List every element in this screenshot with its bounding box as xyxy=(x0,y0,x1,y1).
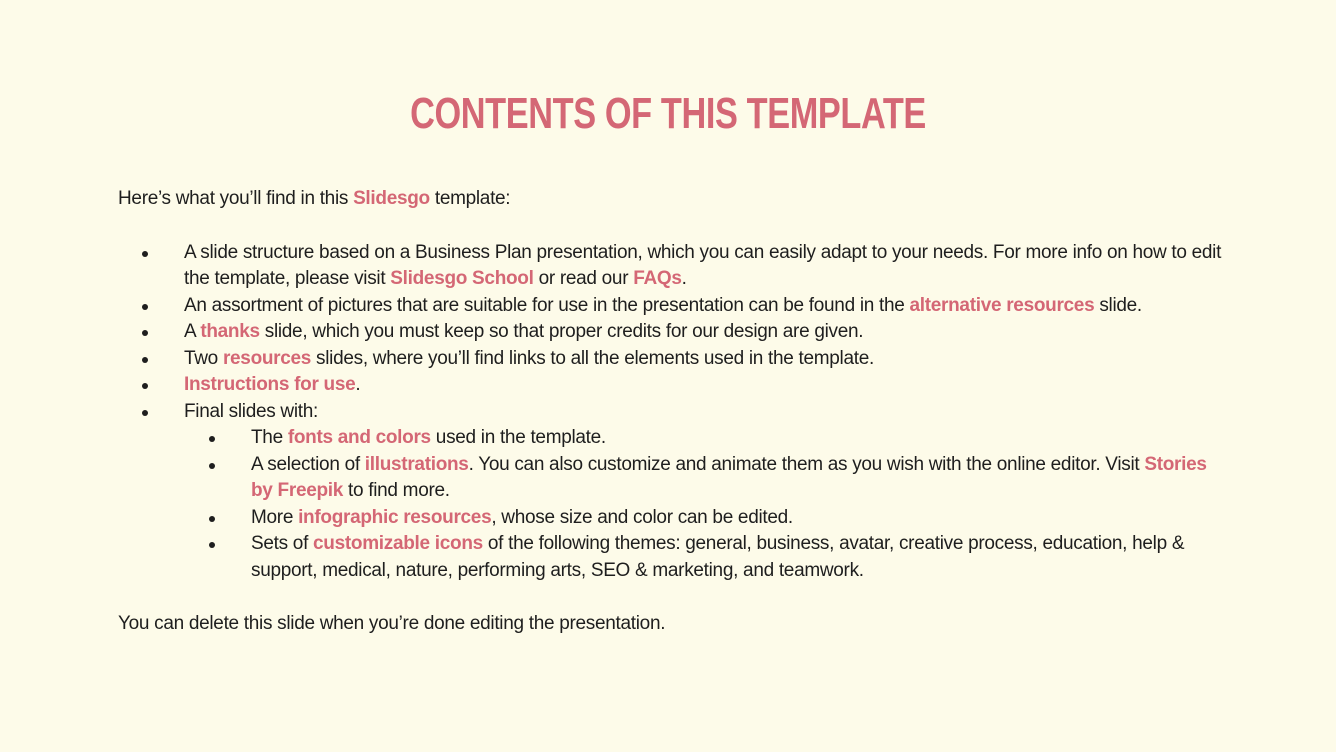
list-item xyxy=(118,240,1228,293)
item-text: Final slides with: xyxy=(184,400,318,422)
final-slides-list xyxy=(184,425,1228,584)
slide-title: CONTENTS OF THIS TEMPLATE xyxy=(410,89,926,138)
intro-text-after: template: xyxy=(429,188,511,209)
item-text: , whose size and color can be edited. xyxy=(491,506,793,528)
fonts-and-colors-link[interactable]: fonts and colors xyxy=(287,427,431,448)
item-text: A selection of xyxy=(251,453,365,475)
item-text: slide, which you must keep so that proper credits for our design are given. xyxy=(259,321,864,342)
list-item xyxy=(118,346,1228,373)
bullet-icon xyxy=(142,410,148,416)
item-text: slides, where you’ll find links to all the elements used in the template. xyxy=(311,347,874,369)
resources-link[interactable]: resources xyxy=(222,347,312,369)
bullet-icon xyxy=(209,463,215,469)
item-text: Sets of xyxy=(251,533,314,554)
slidesgo-school-link[interactable]: Slidesgo School xyxy=(390,268,534,289)
bullet-icon xyxy=(142,251,148,257)
thanks-link[interactable]: thanks xyxy=(200,321,260,342)
item-text: to find more. xyxy=(343,480,450,501)
item-text: Two xyxy=(184,347,223,369)
item-text: . xyxy=(355,374,361,395)
item-text: A slide structure based on a Business Plan presentation, which you can easily adapt to your needs. For more info on how to edit the template, please visit xyxy=(184,241,1222,289)
illustrations-link[interactable]: illustrations xyxy=(364,453,469,475)
item-text: A xyxy=(184,321,201,342)
faqs-link[interactable]: FAQs xyxy=(633,268,682,289)
item-text: of the following themes: general, business, avatar, creative process, education, help & support, medical, nature, performing arts, SEO & marketing, and teamwork. xyxy=(251,533,1185,581)
slidesgo-link[interactable]: Slidesgo xyxy=(353,188,430,209)
stories-by-freepik-link[interactable]: Stories by Freepik xyxy=(251,453,1207,501)
bullet-icon xyxy=(142,357,148,363)
bullet-icon xyxy=(142,330,148,336)
customizable-icons-link[interactable]: customizable icons xyxy=(313,533,483,554)
item-text: An assortment of pictures that are suitable for use in the presentation can be found in the xyxy=(184,294,910,316)
list-item xyxy=(118,399,1228,585)
outro-paragraph: You can delete this slide when you’re done editing the presentation. xyxy=(118,613,666,634)
list-item xyxy=(118,319,1228,346)
item-text: or read our xyxy=(533,268,634,289)
intro-paragraph xyxy=(118,186,1228,213)
item-text: used in the template. xyxy=(430,427,606,448)
alternative-resources-link[interactable]: alternative resources xyxy=(909,294,1095,316)
contents-list xyxy=(118,240,1228,585)
infographic-resources-link[interactable]: infographic resources xyxy=(298,506,492,528)
instructions-link[interactable]: Instructions for use xyxy=(184,374,356,395)
bullet-icon xyxy=(209,542,215,548)
bullet-icon xyxy=(142,383,148,389)
sub-list-item xyxy=(184,425,1228,452)
list-item xyxy=(118,372,1228,399)
item-text: . xyxy=(681,268,687,289)
sub-list-item xyxy=(184,505,1228,532)
item-text: More xyxy=(251,506,299,528)
bullet-icon xyxy=(142,304,148,310)
slide-body xyxy=(118,186,1228,638)
sub-list-item xyxy=(184,452,1228,505)
list-item xyxy=(118,293,1228,320)
item-text: The xyxy=(251,427,288,448)
item-text: . You can also customize and animate them as you wish with the online editor. Visit xyxy=(468,453,1145,475)
bullet-icon xyxy=(209,436,215,442)
intro-text-before: Here’s what you’ll find in this xyxy=(118,188,354,209)
item-text: slide. xyxy=(1094,294,1142,316)
sub-list-item xyxy=(184,531,1228,584)
bullet-icon xyxy=(209,516,215,522)
